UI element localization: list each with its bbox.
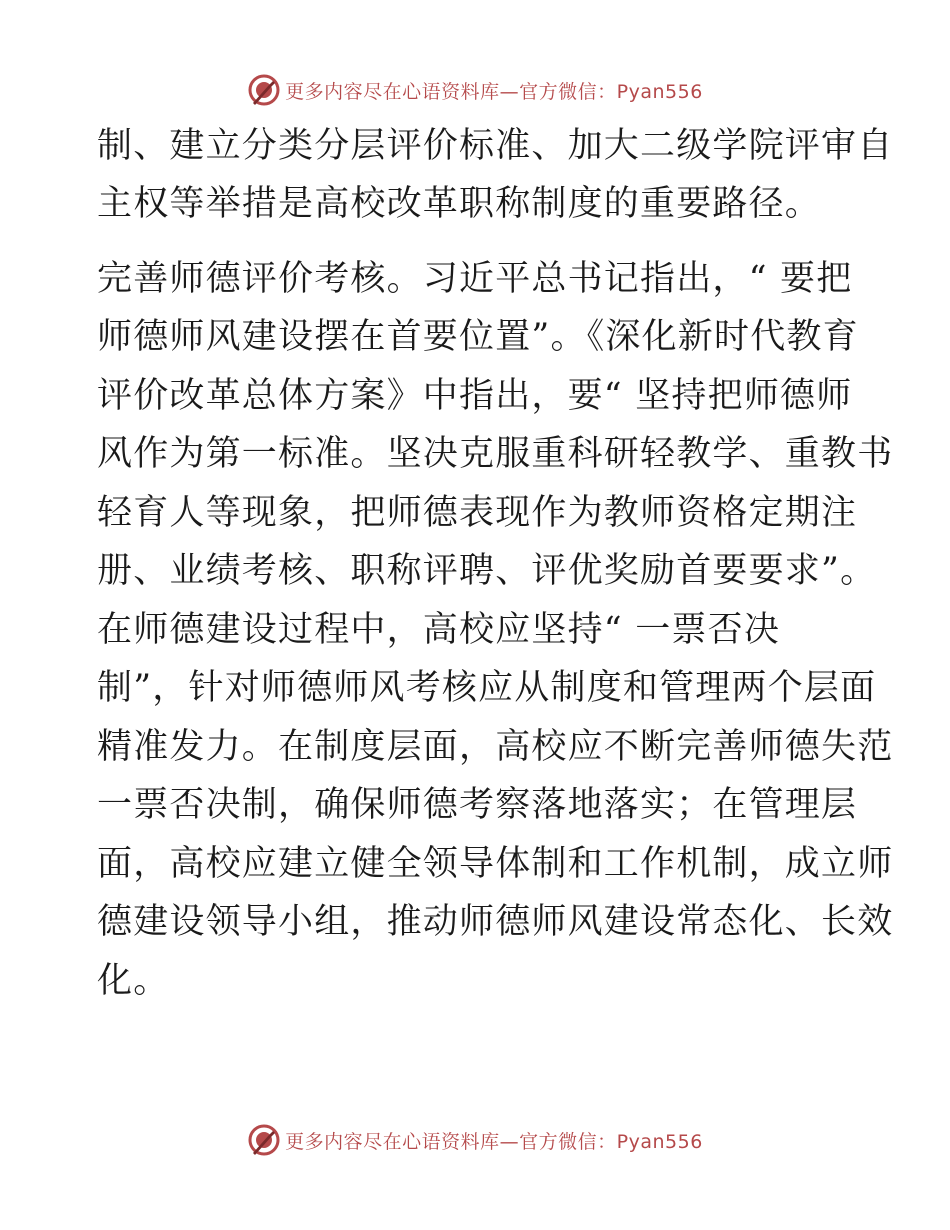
text-line: 一票否决制，确保师德考察落地落实；在管理层 — [97, 785, 858, 825]
text-line: 德建设领导小组，推动师德师风建设常态化、长效 — [97, 902, 894, 942]
text-line: 在师德建设过程中，高校应坚持“ 一票否决 — [97, 610, 781, 650]
pen-circle-logo-icon — [247, 73, 281, 107]
text-line: 册、业绩考核、职称评聘、评优奖励首要要求”。 — [97, 551, 877, 591]
text-line: 制、建立分类分层评价标准、加大二级学院评审自 — [97, 126, 894, 166]
text-line: 评价改革总体方案》中指出，要“ 坚持把师德师 — [97, 376, 853, 416]
text-line: 面，高校应建立健全领导体制和工作机制，成立师 — [97, 844, 894, 884]
text-line: 风作为第一标准。坚决克服重科研轻教学、重教书 — [97, 434, 894, 474]
footer-watermark — [0, 1123, 950, 1157]
header-watermark-text: 更多内容尽在心语资料库—官方微信：Pyan556 — [285, 80, 703, 103]
pen-circle-logo-icon — [247, 1123, 281, 1157]
text-line: 完善师德评价考核。习近平总书记指出，“ 要把 — [97, 259, 853, 299]
text-line: 精准发力。在制度层面，高校应不断完善师德失范 — [97, 727, 894, 767]
text-line: 主权等举措是高校改革职称制度的重要路径。 — [97, 184, 822, 224]
header-watermark — [0, 73, 950, 107]
footer-watermark-text: 更多内容尽在心语资料库—官方微信：Pyan556 — [285, 1130, 703, 1153]
text-line: 制”，针对师德师风考核应从制度和管理两个层面 — [97, 668, 877, 708]
text-line: 师德师风建设摆在首要位置”。《深化新时代教育 — [97, 317, 859, 357]
text-line: 化。 — [97, 961, 170, 1001]
text-line: 轻育人等现象，把师德表现作为教师资格定期注 — [97, 493, 858, 533]
